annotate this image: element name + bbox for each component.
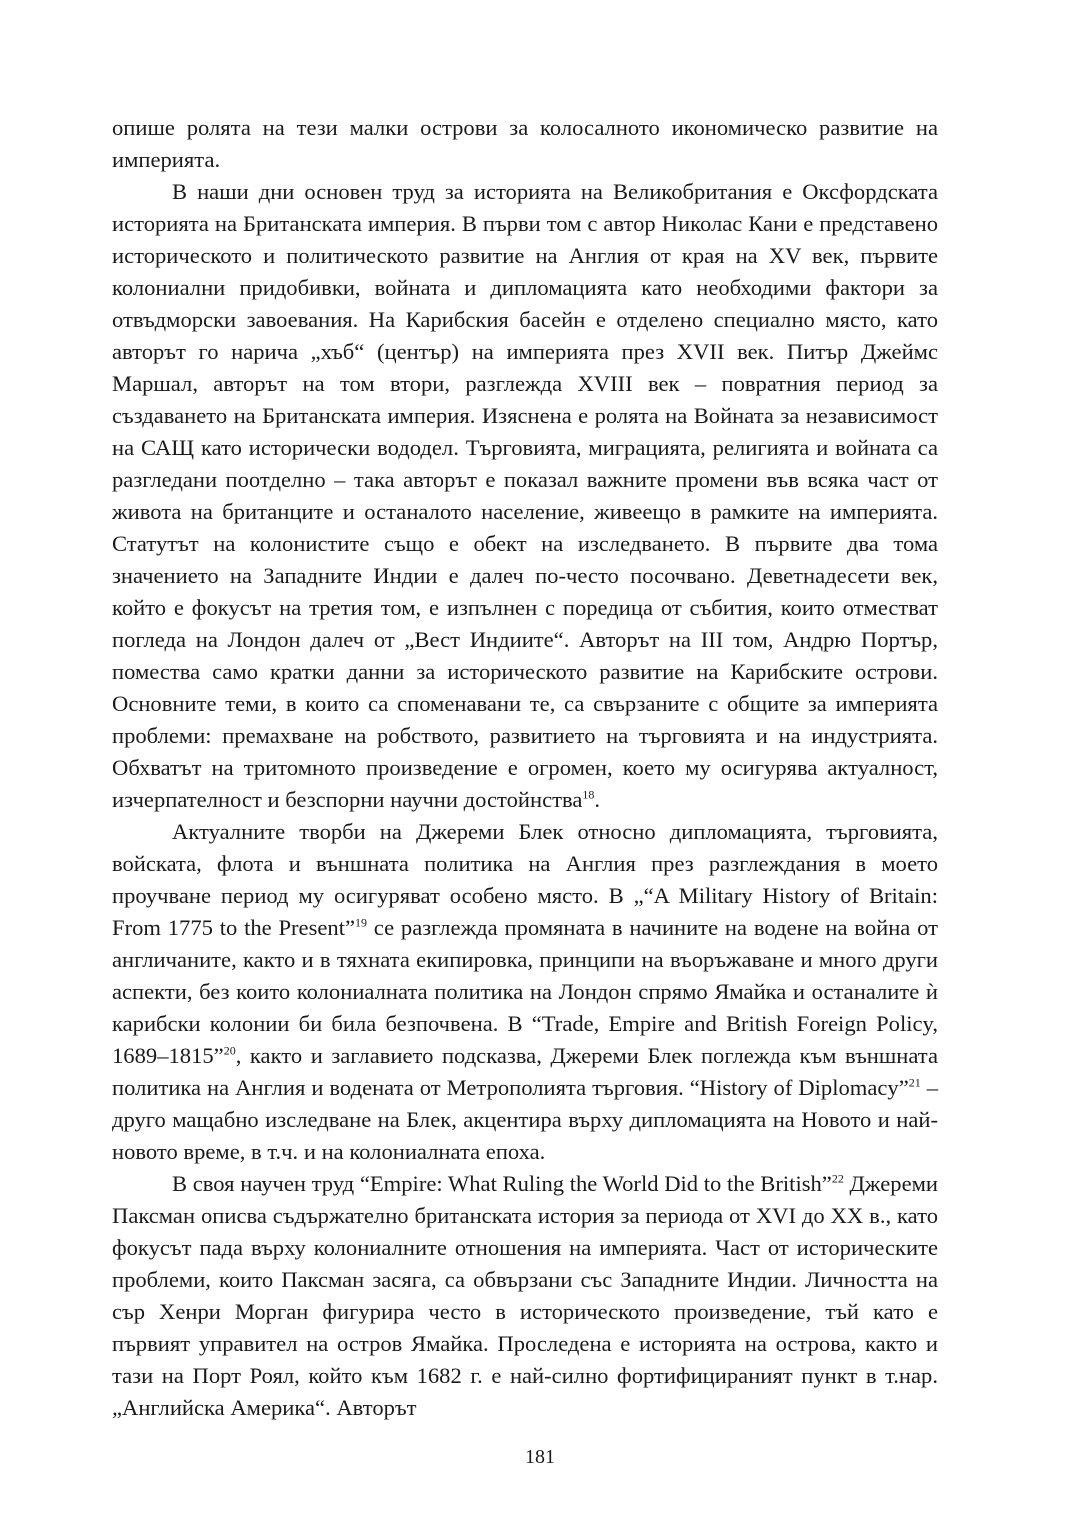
text-run: опише ролята на тези малки острови за колосалното икономическо развитие на империята. xyxy=(112,115,938,172)
paragraph-continuation xyxy=(112,112,938,176)
text-run: Джереми Паксман описва съдържателно британската история за периода от XVI до XX в., като фокусът пада върху колониалните отношения на империята. Част от историческите проблеми, които Паксман засяга, са обвързани със Западните Индии. Личността на сър Хенри Морган фигурира често в историческото произведение, тъй като е първият управител на остров Ямайка. Проследена е историята на острова, както и тази на Порт Роял, който към 1682 г. е най-силно фортифицираният пункт в т.нар. „Английска Америка“. Авторът xyxy=(112,1171,938,1420)
text-run: В своя научен труд “Empire: What Ruling the World Did to the British” xyxy=(172,1171,832,1196)
text-run: . xyxy=(594,787,601,812)
paragraph-paxman xyxy=(112,1168,938,1424)
body-text xyxy=(112,112,938,1424)
footnote-ref-20[interactable]: 20 xyxy=(223,1043,236,1058)
footnote-ref-21[interactable]: 21 xyxy=(908,1075,921,1090)
text-run: – друго мащабно изследване на Блек, акцентира върху дипломацията на Новото и най-новото време, в т.ч. и на колониалната епоха. xyxy=(112,1075,938,1164)
paragraph-oxford-history xyxy=(112,176,938,816)
footnote-ref-22[interactable]: 22 xyxy=(831,1171,844,1186)
text-run: Актуалните творби на Джереми Блек относно дипломацията, търговията, войската, флота и външната политика на Англия през разглеждания в моето проучване период му осигуряват особено място. В „“A Military History of Britain: From 1775 to the Present” xyxy=(112,819,938,940)
page-number: 181 xyxy=(525,1446,555,1468)
text-run: се разглежда промяната в начините на водене на война от англичаните, както и в тяхната екипировка, принципи на въоръжаване и много други аспекти, без които колониалната политика на Лондон спрямо Ямайка и останалите ѝ карибски колонии би била безпочвена. В “Trade, Empire and British Foreign Policy, 1689–1815” xyxy=(112,915,938,1068)
text-run: , както и заглавието подсказва, Джереми Блек поглежда към външната политика на Англия и водената от Метрополията търговия. “History of Diplomacy” xyxy=(112,1043,938,1100)
footnote-ref-18[interactable]: 18 xyxy=(582,787,595,802)
footnote-ref-19[interactable]: 19 xyxy=(355,915,367,930)
text-run: В наши дни основен труд за историята на Великобритания е Оксфордската историята на Британската империя. В първи том с автор Николас Кани е представено историческото и политическото развитие на Англия от края на XV век, първите колониални придобивки, войната и дипломацията като необходими фактори за отвъдморски завоевания. На Карибския басейн е отделено специално място, като авторът го нарича „хъб“ (център) на империята през XVII век. Питър Джеймс Маршал, авторът на том втори, разглежда XVIII век – повратния период за създаването на Британската империя. Изяснена е ролята на Войната за независимост на САЩ като исторически вододел. Търговията, миграцията, религията и войната са разгледани поотделно – така авторът е показал важните промени във всяка част от живота на британците и останалото население, живеещо в рамките на империята. Статутът на колонистите също е обект на изследването. В първите два тома значението на Западните Индии е далеч по-често посочвано. Деветнадесети век, който е фокусът на третия том, е изпълнен с поредица от събития, които отместват погледа на Лондон далеч от „Вест Индиите“. Авторът на III том, Андрю Портър, помества само кратки данни за историческото развитие на Карибските острови. Основните теми, в които са споменавани те, са свързаните с общите за империята проблеми: премахване на робството, развитието на търговията и на индустрията. Обхватът на тритомното произведение е огромен, което му осигурява актуалност, изчерпателност и безспорни научни достойнства xyxy=(112,179,938,812)
paragraph-jeremy-black xyxy=(112,816,938,1168)
